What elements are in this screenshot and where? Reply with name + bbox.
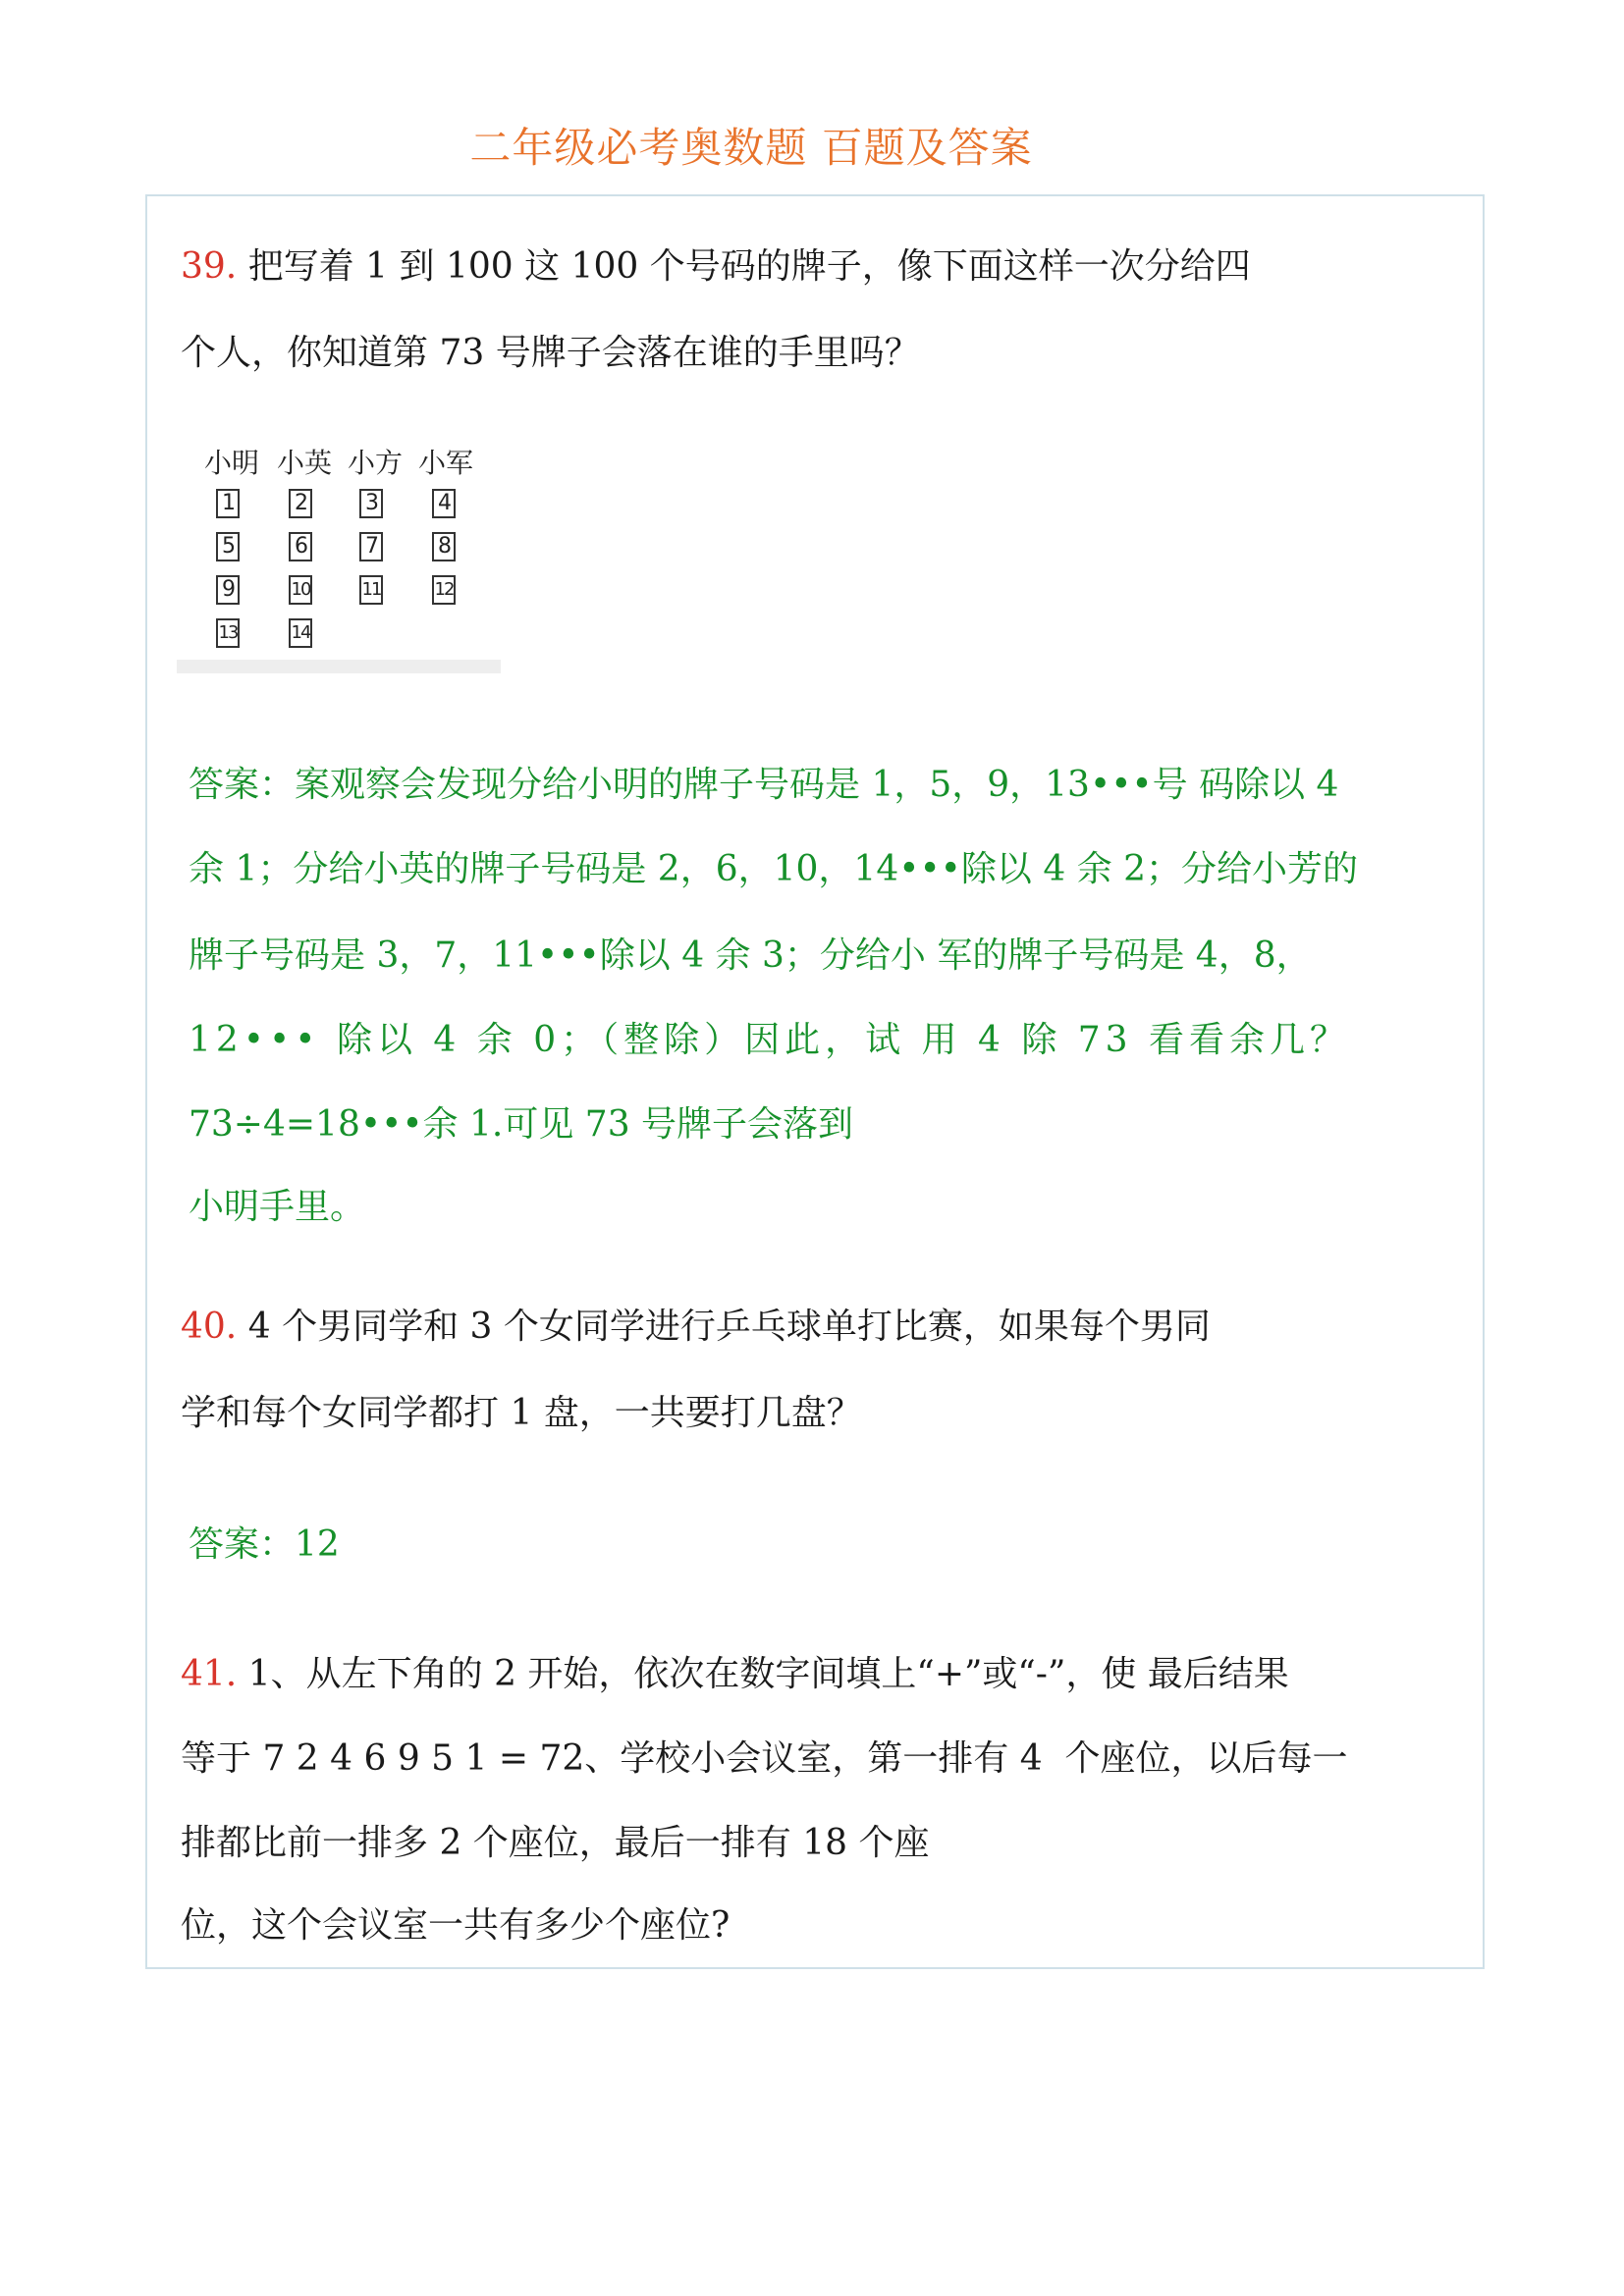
number-card: 6: [289, 532, 312, 561]
figure-header-xiaojun: 小军: [418, 447, 474, 479]
number-card: 4: [432, 489, 456, 518]
figure-header-xiaoying: 小英: [277, 447, 333, 479]
question-number: 39.: [181, 246, 238, 287]
answer-39-line-1: 答案：案观察会发现分给小明的牌子号码是 1，5，9，13•••号 码除以 4: [189, 765, 1339, 805]
question-number: 41.: [181, 1654, 238, 1694]
number-card: 1: [216, 489, 240, 518]
number-card: 8: [432, 532, 456, 561]
page-title: 二年级必考奥数题 百题及答案: [469, 124, 1033, 172]
number-card: 10: [289, 575, 312, 605]
answer-40: 答案：12: [189, 1524, 340, 1565]
question-number: 40.: [181, 1307, 238, 1347]
answer-39-line-5: 73÷4=18•••余 1.可见 73 号牌子会落到: [189, 1104, 854, 1145]
answer-39-line-6: 小明手里。: [189, 1187, 366, 1227]
answer-39-line-3: 牌子号码是 3，7，11•••除以 4 余 3；分给小 军的牌子号码是 4，8，: [189, 935, 1312, 976]
answer-39-line-2: 余 1；分给小英的牌子号码是 2，6，10，14•••除以 4 余 2；分给小芳的: [189, 849, 1359, 889]
number-card: 5: [216, 532, 240, 561]
question-41-line-2: 等于 7 2 4 6 9 5 1 = 72、学校小会议室，第一排有 4 个座位，以后每一: [181, 1738, 1348, 1779]
question-40-line-2: 学和每个女同学都打 1 盘，一共要打几盘？: [181, 1393, 862, 1433]
number-card: 11: [359, 575, 383, 605]
number-card: 3: [359, 489, 383, 518]
card-distribution-figure: [177, 428, 501, 673]
number-card: 14: [289, 618, 312, 648]
question-39-line-2: 个人，你知道第 73 号牌子会落在谁的手里吗？: [181, 333, 920, 373]
question-41-line-4: 位，这个会议室一共有多少个座位?: [181, 1905, 731, 1946]
number-card: 7: [359, 532, 383, 561]
question-41-line-3: 排都比前一排多 2 个座位，最后一排有 18 个座: [181, 1823, 930, 1863]
figure-header-xiaoming: 小明: [204, 447, 260, 479]
figure-header-xiaofang: 小方: [348, 447, 404, 479]
question-41-line-1: 41. 1、从左下角的 2 开始，依次在数字间填上“+”或“-”，使 最后结果: [181, 1654, 1289, 1694]
number-card: 2: [289, 489, 312, 518]
number-card: 13: [216, 618, 240, 648]
number-card: 12: [432, 575, 456, 605]
question-40-line-1: 40. 4 个男同学和 3 个女同学进行乒乓球单打比赛，如果每个男同: [181, 1307, 1211, 1347]
number-card: 9: [216, 575, 240, 605]
figure-shadow: [177, 660, 501, 673]
answer-39-line-4: 12••• 除以 4 余 0；（整除）因此，试 用 4 除 73 看看余几？: [189, 1020, 1351, 1060]
question-39-line-1: 39. 把写着 1 到 100 这 100 个号码的牌子，像下面这样一次分给四: [181, 246, 1251, 287]
